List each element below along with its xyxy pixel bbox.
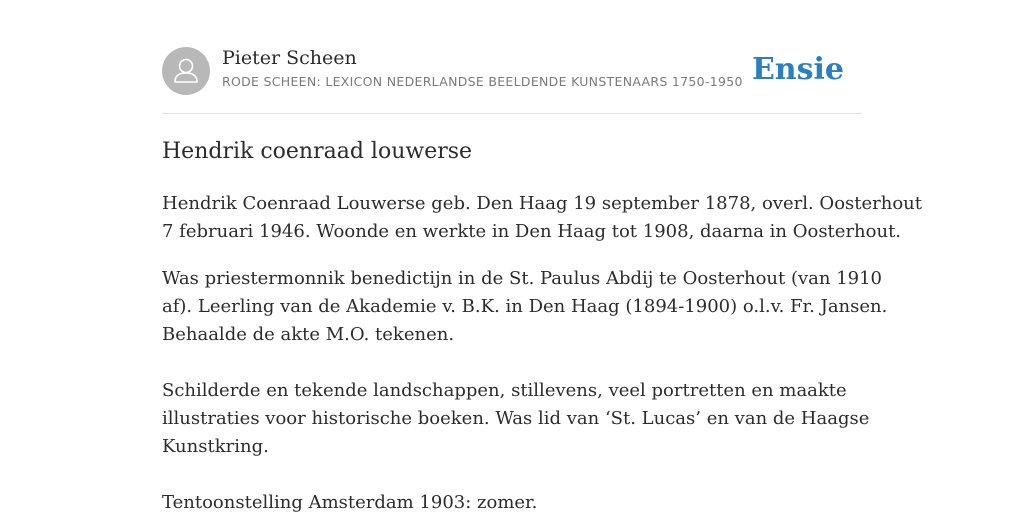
- blank-line: [162, 461, 862, 489]
- text-line: Schilderde en tekende landschappen, stillevens, veel portretten en maakte: [162, 380, 847, 401]
- text-line: Hendrik Coenraad Louwerse geb. Den Haag 19 september 1878, overl. Oosterhout: [162, 193, 923, 214]
- article-paragraph-1: [162, 190, 923, 246]
- user-silhouette-icon: [162, 47, 210, 95]
- text-line: Was priestermonnik benedictijn in de St. Paulus Abdij te Oosterhout (van 1910: [162, 268, 882, 289]
- ensie-logo[interactable]: Ensie: [751, 52, 844, 87]
- source-label[interactable]: RODE SCHEEN: LEXICON NEDERLANDSE BEELDENDE KUNSTENAARS 1750-1950: [222, 74, 743, 89]
- divider: [162, 113, 862, 114]
- author-avatar[interactable]: [162, 47, 210, 95]
- text-line: Tentoonstelling Amsterdam 1903: zomer.: [162, 492, 538, 512]
- article-header: [162, 46, 862, 96]
- author-name[interactable]: Pieter Scheen: [222, 47, 357, 69]
- blank-line: [162, 349, 862, 377]
- text-line: Behaalde de akte M.O. tekenen.: [162, 324, 455, 345]
- text-line: Kunstkring.: [162, 436, 269, 457]
- text-line: 7 februari 1946. Woonde en werkte in Den Haag tot 1908, daarna in Oosterhout.: [162, 221, 902, 242]
- article-title: Hendrik coenraad louwerse: [162, 139, 473, 164]
- text-line: af). Leerling van de Akademie v. B.K. in Den Haag (1894-1900) o.l.v. Fr. Jansen.: [162, 296, 888, 317]
- article-paragraph-2: [162, 265, 888, 512]
- text-line: illustraties voor historische boeken. Was lid van ‘St. Lucas’ en van de Haagse: [162, 408, 870, 429]
